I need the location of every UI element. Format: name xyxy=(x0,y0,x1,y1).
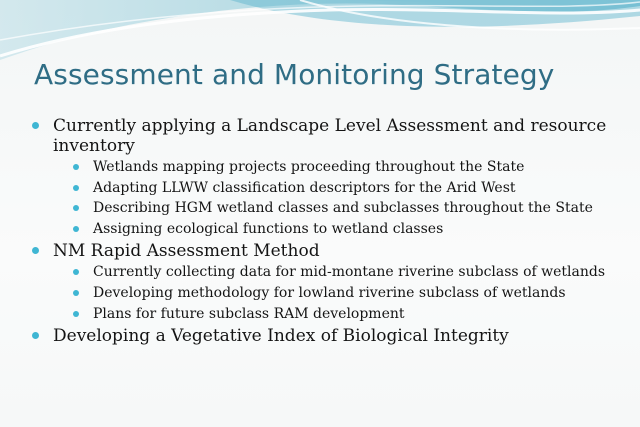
bullet-text: Currently applying a Landscape Level Assessment and resource inventory xyxy=(53,116,607,156)
sub-bullet-item xyxy=(70,285,626,302)
sub-bullet-text: Currently collecting data for mid-montane riverine subclass of wetlands xyxy=(93,264,606,281)
bullet-dot-icon xyxy=(32,332,39,339)
bullet-list xyxy=(30,116,626,349)
bullet-dot-icon xyxy=(73,269,79,275)
bullet-item xyxy=(30,326,626,346)
sub-bullet-item xyxy=(70,159,626,176)
sub-bullet-text: Plans for future subclass RAM development xyxy=(93,305,405,322)
bullet-dot-icon xyxy=(73,164,79,170)
bullet-dot-icon xyxy=(73,226,79,232)
bullet-dot-icon xyxy=(73,205,79,211)
bullet-text: NM Rapid Assessment Method xyxy=(53,241,320,262)
sub-bullet-item xyxy=(70,221,626,238)
bullet-dot-icon xyxy=(73,311,79,317)
bullet-item xyxy=(30,241,626,322)
bullet-dot-icon xyxy=(73,290,79,296)
sub-bullet-item xyxy=(70,264,626,281)
sub-bullet-text: Developing methodology for lowland riverine subclass of wetlands xyxy=(93,284,566,301)
bullet-text: Developing a Vegetative Index of Biological Integrity xyxy=(53,326,509,347)
sub-bullet-text: Describing HGM wetland classes and subclasses throughout the State xyxy=(93,200,593,217)
sub-bullet-text: Wetlands mapping projects proceeding throughout the State xyxy=(93,159,525,175)
sub-bullet-item xyxy=(70,306,626,323)
sub-bullet-text: Adapting LLWW classification descriptors for the Arid West xyxy=(93,179,516,196)
bullet-dot-icon xyxy=(73,185,79,191)
bullet-dot-icon xyxy=(32,122,39,129)
sub-bullet-item xyxy=(70,180,626,197)
sub-bullet-item xyxy=(70,200,626,217)
sub-bullet-list xyxy=(70,264,626,322)
slide-title: Assessment and Monitoring Strategy xyxy=(34,58,555,91)
bullet-dot-icon xyxy=(32,247,39,254)
sub-bullet-list xyxy=(70,159,626,238)
bullet-item xyxy=(30,116,626,238)
sub-bullet-text: Assigning ecological functions to wetland classes xyxy=(93,220,444,237)
